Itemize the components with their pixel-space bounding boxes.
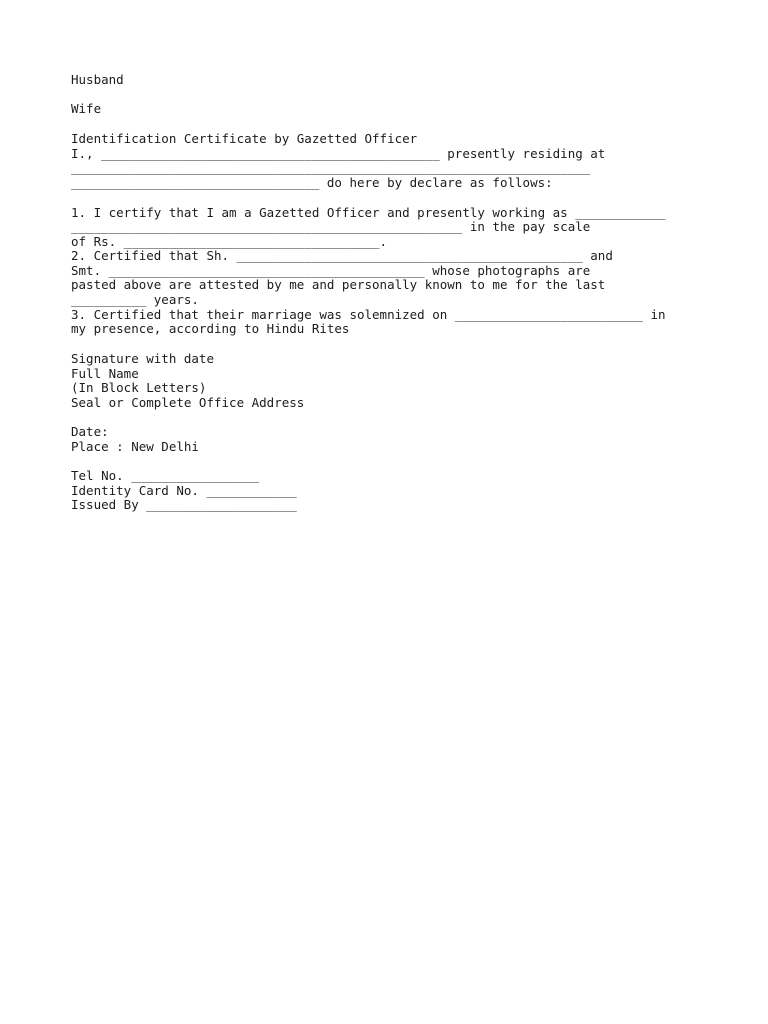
declaration-line: I., _____________________________________________ presently residing at bbox=[71, 146, 606, 161]
seal-label: Seal or Complete Office Address bbox=[71, 395, 305, 410]
signature-label: Signature with date bbox=[71, 351, 214, 366]
declaration-line: _____________________________________________________________________ bbox=[71, 160, 591, 175]
issued-by-label: Issued By ____________________ bbox=[71, 497, 297, 512]
full-name-label: Full Name bbox=[71, 366, 139, 381]
clause-2-line: pasted above are attested by me and personally known to me for the last bbox=[71, 277, 606, 292]
tel-label: Tel No. _________________ bbox=[71, 468, 260, 483]
date-label: Date: bbox=[71, 424, 109, 439]
certificate-title: Identification Certificate by Gazetted Officer bbox=[71, 131, 418, 146]
clause-1-line: 1. I certify that I am a Gazetted Officer and presently working as ____________ bbox=[71, 205, 666, 220]
declaration-line: _________________________________ do here by declare as follows: bbox=[71, 175, 553, 190]
identity-card-label: Identity Card No. ____________ bbox=[71, 483, 297, 498]
clause-2-line: Smt. __________________________________________ whose photographs are bbox=[71, 263, 591, 278]
clause-2-line: 2. Certified that Sh. ______________________________________________ and bbox=[71, 248, 613, 263]
clause-2-line: __________ years. bbox=[71, 292, 199, 307]
clause-3-line: my presence, according to Hindu Rites bbox=[71, 321, 350, 336]
husband-label: Husband bbox=[71, 72, 124, 87]
clause-3-line: 3. Certified that their marriage was solemnized on _________________________ in bbox=[71, 307, 666, 322]
clause-1-line: of Rs. __________________________________. bbox=[71, 234, 388, 249]
place-label: Place : New Delhi bbox=[71, 439, 199, 454]
clause-1-line: ____________________________________________________ in the pay scale bbox=[71, 219, 591, 234]
wife-label: Wife bbox=[71, 101, 102, 116]
block-letters-note: (In Block Letters) bbox=[71, 380, 207, 395]
